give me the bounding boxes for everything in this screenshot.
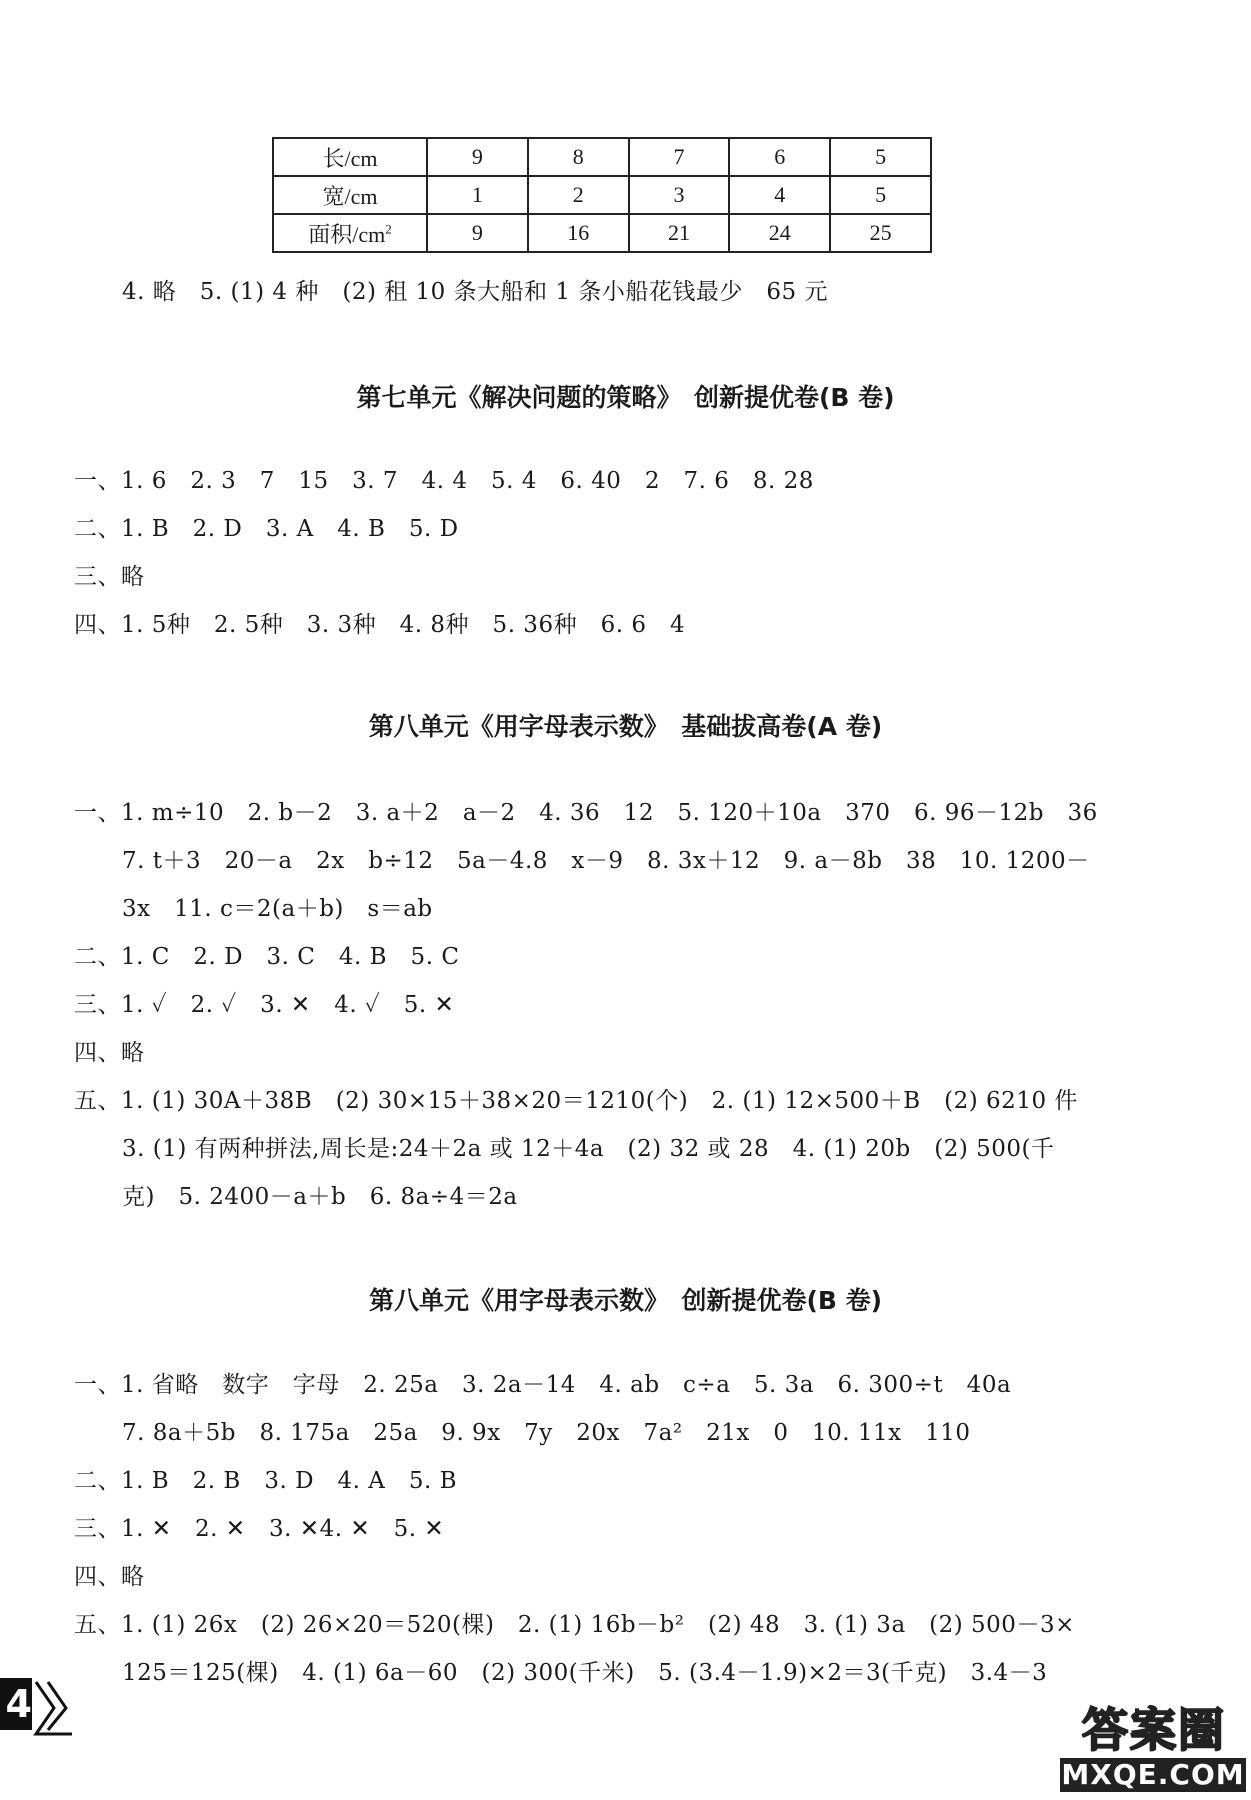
section-title: 第八单元《用字母表示数》 创新提优卷(B 卷) bbox=[368, 1286, 883, 1315]
answer-line: 四、略 bbox=[74, 1564, 145, 1590]
table-row bbox=[273, 176, 931, 214]
table-cell: 3 bbox=[629, 176, 730, 214]
table-cell: 8 bbox=[528, 138, 629, 176]
answer-line: 一、1. 6 2. 3 7 15 3. 7 4. 4 5. 4 6. 40 2 7. 6 8. 28 bbox=[74, 468, 814, 494]
table-row bbox=[273, 138, 931, 176]
answer-line: 二、1. B 2. D 3. A 4. B 5. D bbox=[74, 516, 459, 542]
table-cell: 5 bbox=[830, 176, 931, 214]
table-cell: 25 bbox=[830, 214, 931, 252]
row-label bbox=[273, 214, 427, 252]
answer-line: 三、略 bbox=[74, 564, 145, 590]
table-cell: 2 bbox=[528, 176, 629, 214]
answer-line: 7. t＋3 20－a 2x b÷12 5a－4.8 x－9 8. 3x＋12 9. a－8b 38 10. 1200－ bbox=[122, 848, 1090, 874]
table-cell: 9 bbox=[427, 138, 528, 176]
section-title: 第八单元《用字母表示数》 基础拔高卷(A 卷) bbox=[368, 712, 883, 741]
answer-line: 三、1. ✕ 2. ✕ 3. ✕4. ✕ 5. ✕ bbox=[74, 1516, 445, 1542]
answer-line: 克) 5. 2400－a＋b 6. 8a÷4＝2a bbox=[122, 1184, 518, 1210]
answer-line: 一、1. m÷10 2. b－2 3. a＋2 a－2 4. 36 12 5. 120＋10a 370 6. 96－12b 36 bbox=[74, 800, 1098, 826]
answer-line: 一、1. 省略 数字 字母 2. 25a 3. 2a－14 4. ab c÷a 5. 3a 6. 300÷t 40a bbox=[74, 1372, 1012, 1398]
answer-line: 125＝125(棵) 4. (1) 6a－60 (2) 300(千米) 5. (3.4－1.9)×2＝3(千克) 3.4－3 bbox=[122, 1660, 1048, 1686]
watermark-logo bbox=[1060, 1690, 1246, 1796]
table-cell: 24 bbox=[729, 214, 830, 252]
answer-line: 4. 略 5. (1) 4 种 (2) 租 10 条大船和 1 条小船花钱最少 65 元 bbox=[122, 279, 828, 305]
answer-line: 3. (1) 有两种拼法,周长是:24＋2a 或 12＋4a (2) 32 或 28 4. (1) 20b (2) 500(千 bbox=[122, 1136, 1055, 1162]
answer-line: 二、1. C 2. D 3. C 4. B 5. C bbox=[74, 944, 460, 970]
answer-line: 二、1. B 2. B 3. D 4. A 5. B bbox=[74, 1468, 458, 1494]
page-number-badge bbox=[0, 1678, 80, 1738]
watermark-line2: MXQE.COM bbox=[1061, 1758, 1245, 1791]
row-label: 宽/cm bbox=[273, 176, 427, 214]
table-cell: 5 bbox=[830, 138, 931, 176]
row-label-sup: 2 bbox=[385, 221, 392, 237]
chevron-decoration-icon bbox=[0, 1678, 80, 1738]
answer-line: 五、1. (1) 30A＋38B (2) 30×15＋38×20＝1210(个) 2. (1) 12×500＋B (2) 6210 件 bbox=[74, 1088, 1078, 1114]
page-number: 4 bbox=[0, 1678, 32, 1730]
table-row bbox=[273, 214, 931, 252]
table-cell: 16 bbox=[528, 214, 629, 252]
answer-line: 3x 11. c＝2(a＋b) s＝ab bbox=[122, 896, 433, 922]
table-cell: 6 bbox=[729, 138, 830, 176]
section-title: 第七单元《解决问题的策略》 创新提优卷(B 卷) bbox=[356, 383, 895, 412]
dimensions-table bbox=[272, 137, 932, 253]
table-cell: 21 bbox=[629, 214, 730, 252]
answer-line: 四、1. 5种 2. 5种 3. 3种 4. 8种 5. 36种 6. 6 4 bbox=[74, 612, 686, 638]
answer-line: 7. 8a＋5b 8. 175a 25a 9. 9x 7y 20x 7a² 21x 0 10. 11x 110 bbox=[122, 1420, 971, 1446]
table-cell: 9 bbox=[427, 214, 528, 252]
row-label-main: 面积/cm bbox=[308, 221, 386, 247]
answer-line: 三、1. ✓ 2. ✓ 3. ✕ 4. ✓ 5. ✕ bbox=[74, 992, 455, 1018]
table-cell: 4 bbox=[729, 176, 830, 214]
row-label: 长/cm bbox=[273, 138, 427, 176]
answer-line: 四、略 bbox=[74, 1040, 145, 1066]
answer-line: 五、1. (1) 26x (2) 26×20＝520(棵) 2. (1) 16b－b² (2) 48 3. (1) 3a (2) 500－3× bbox=[74, 1612, 1075, 1638]
table-cell: 1 bbox=[427, 176, 528, 214]
table-cell: 7 bbox=[629, 138, 730, 176]
watermark-line1: 答案圈 bbox=[1082, 1703, 1226, 1757]
